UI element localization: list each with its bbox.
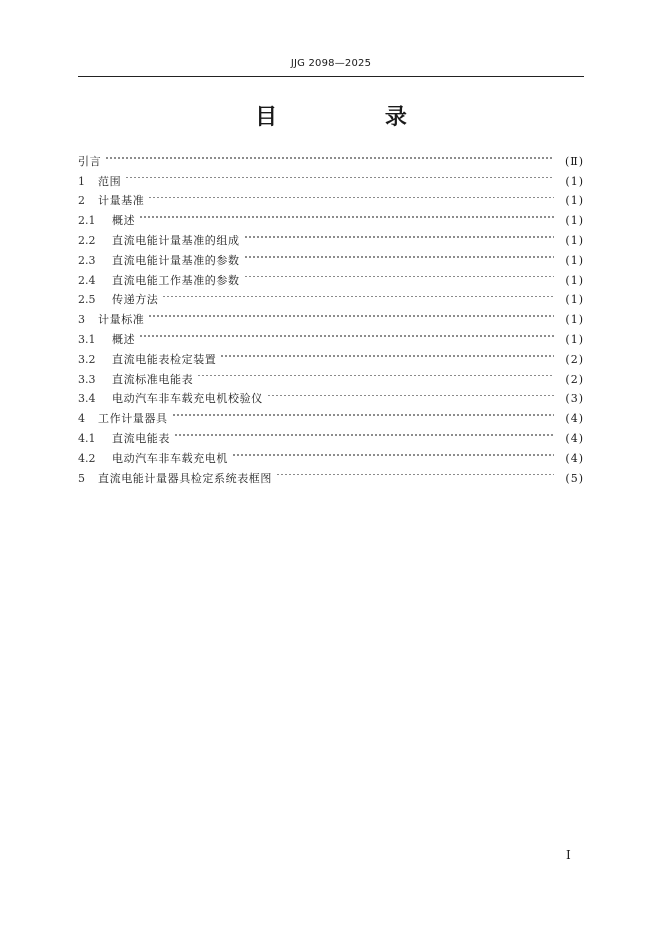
toc-dot-leader (139, 323, 554, 343)
toc-title: 目 录 (255, 105, 457, 130)
toc-entry-title: 直流电能计量器具检定系统表框图 (98, 471, 272, 485)
toc-entry[interactable] (78, 204, 584, 228)
toc-dot-leader (220, 343, 554, 363)
toc-entry-page: (1) (565, 273, 584, 287)
toc-entry-title: 电动汽车非车载充电机 (112, 451, 228, 465)
toc-entry-page: (1) (565, 313, 584, 327)
toc-entry-number: 1 (78, 174, 85, 188)
toc-entry-page: (4) (565, 412, 584, 426)
toc-entry-number: 4.2 (78, 451, 96, 465)
toc-entry-page: (4) (565, 431, 584, 445)
toc-entry-title: 概述 (112, 332, 136, 346)
toc-entry-page: (1) (565, 233, 584, 247)
toc-entry[interactable] (78, 224, 584, 247)
toc-entry-page: (1) (565, 293, 584, 307)
toc-dot-leader (139, 204, 554, 224)
toc-dot-leader (276, 462, 554, 482)
toc-entry-number: 3.4 (78, 392, 96, 406)
document-code: JJG 2098—2025 (290, 58, 372, 69)
toc-entry-page: (Ⅱ) (564, 154, 584, 168)
toc-entry-title: 引言 (78, 154, 102, 168)
toc-entry-title: 直流电能表检定装置 (112, 352, 217, 366)
toc-dot-leader (232, 442, 554, 462)
toc-dot-leader (125, 165, 554, 185)
toc-entry-title: 直流电能工作基准的参数 (112, 273, 240, 287)
toc-entry-page: (2) (565, 352, 584, 366)
page-number: I (566, 848, 571, 862)
toc-entry-title: 直流电能计量基准的参数 (112, 253, 240, 267)
toc-entry-number: 3.1 (78, 332, 96, 346)
toc-dot-leader (244, 244, 554, 264)
toc-entry-number: 2.5 (78, 293, 96, 307)
toc-entry[interactable] (78, 165, 584, 188)
toc-entry-title: 计量基准 (98, 194, 145, 208)
toc-entry-page: (2) (565, 372, 584, 386)
toc-entry-page: (1) (565, 253, 584, 267)
toc-entry-number: 3.2 (78, 352, 96, 366)
toc-entry-number: 4.1 (78, 431, 96, 445)
toc-entry-title: 工作计量器具 (98, 412, 168, 426)
header-rule (78, 76, 584, 77)
toc-dot-leader (244, 264, 554, 284)
toc-dot-leader (162, 284, 554, 304)
toc-entry-page: (1) (565, 194, 584, 208)
toc-entry-page: (1) (565, 174, 584, 188)
toc-dot-leader (172, 402, 554, 422)
toc-entry-title: 计量标准 (98, 313, 145, 327)
toc-dot-leader (197, 363, 554, 383)
toc-entry-page: (4) (565, 451, 584, 465)
toc-entry[interactable] (78, 185, 584, 208)
toc-dot-leader (267, 383, 554, 403)
toc-entry[interactable] (78, 145, 584, 168)
toc-entry-number: 2.1 (78, 214, 96, 228)
toc-entry-number: 3 (78, 313, 85, 327)
toc-entry-page: (3) (565, 392, 584, 406)
toc-dot-leader (148, 185, 554, 205)
toc-entry-number: 2.3 (78, 253, 96, 267)
toc-dot-leader (105, 145, 554, 165)
toc-dot-leader (174, 422, 554, 442)
toc-entry-number: 2 (78, 194, 85, 208)
toc-entry-title: 概述 (112, 214, 136, 228)
toc-dot-leader (148, 303, 554, 323)
toc-entry-title: 范围 (98, 174, 122, 188)
toc-entry-page: (5) (565, 471, 584, 485)
toc-entry-number: 3.3 (78, 372, 96, 386)
toc-entry[interactable] (78, 303, 584, 327)
toc-entry-title: 直流电能表 (112, 431, 170, 445)
toc-entry-number: 4 (78, 412, 85, 426)
toc-entry[interactable] (78, 323, 584, 346)
toc-entry-page: (1) (565, 214, 584, 228)
toc-entry-page: (1) (565, 332, 584, 346)
toc-entry-title: 传递方法 (112, 293, 159, 307)
toc-entry-number: 2.4 (78, 273, 96, 287)
toc-dot-leader (244, 224, 554, 244)
toc-entry-title: 直流标准电能表 (112, 372, 194, 386)
table-of-contents (78, 145, 584, 485)
toc-entry-number: 2.2 (78, 233, 96, 247)
toc-entry-number: 5 (78, 471, 85, 485)
toc-entry[interactable] (78, 343, 584, 366)
toc-entry-title: 电动汽车非车载充电机校验仪 (112, 392, 263, 406)
toc-entry-title: 直流电能计量基准的组成 (112, 233, 240, 247)
